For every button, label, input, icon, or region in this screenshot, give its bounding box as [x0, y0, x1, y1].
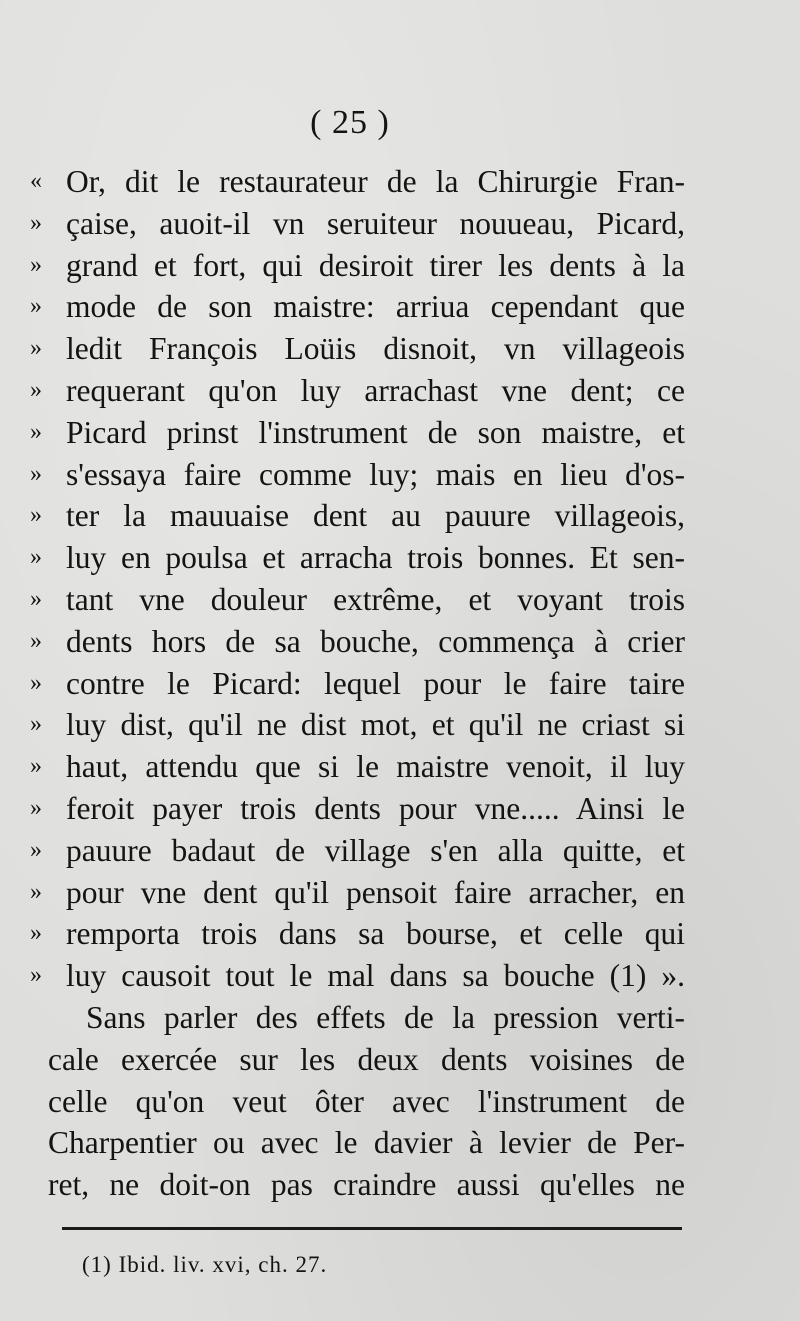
quote-mark: »: [30, 836, 42, 863]
footnote: (1) Ibid. liv. xvi, ch. 27.: [82, 1252, 328, 1277]
line-text: contre le Picard: lequel pour le faire taire: [66, 665, 685, 701]
quoted-line: [30, 788, 685, 830]
paragraph-line: [30, 1164, 685, 1206]
paragraph-line: [30, 997, 685, 1039]
line-text: ret, ne doit-on pas craindre aussi qu'elles ne: [48, 1167, 685, 1203]
quote-mark: »: [30, 544, 42, 571]
line-text: çaise, auoit-il vn seruiteur nouueau, Picard,: [66, 205, 685, 241]
line-text: s'essaya faire comme luy; mais en lieu d'os-: [66, 456, 685, 492]
quoted-line: [30, 913, 685, 955]
quote-mark: »: [30, 711, 42, 738]
quoted-line: [30, 245, 685, 287]
quote-mark: »: [30, 794, 42, 821]
quoted-line: [30, 286, 685, 328]
quote-mark: »: [30, 251, 42, 278]
quote-mark: »: [30, 502, 42, 529]
quoted-line: [30, 328, 685, 370]
quoted-line: [30, 830, 685, 872]
paragraph-line: [30, 1122, 685, 1164]
line-text: celle qu'on veut ôter avec l'instrument de: [48, 1083, 685, 1119]
line-text: luy causoit tout le mal dans sa bouche (1) ».: [66, 958, 685, 994]
quote-mark: »: [30, 878, 42, 905]
line-text: requerant qu'on luy arrachast vne dent; ce: [66, 372, 685, 408]
line-text: Picard prinst l'instrument de son maistre, et: [66, 414, 685, 450]
quoted-line: [30, 161, 685, 203]
quoted-line: [30, 704, 685, 746]
quote-mark: »: [30, 335, 42, 362]
quote-mark: »: [30, 209, 42, 236]
line-text: remporta trois dans sa bourse, et celle qui: [66, 916, 685, 952]
line-text: ledit François Loüis disnoit, vn villageois: [66, 331, 685, 367]
quoted-line: [30, 412, 685, 454]
quote-mark: »: [30, 460, 42, 487]
line-text: Sans parler des effets de la pression verti-: [86, 999, 685, 1035]
quote-mark: »: [30, 962, 42, 989]
quote-mark: »: [30, 920, 42, 947]
quote-mark: »: [30, 669, 42, 696]
quoted-line: [30, 454, 685, 496]
line-text: pour vne dent qu'il pensoit faire arracher, en: [66, 874, 685, 910]
quoted-line: [30, 955, 685, 997]
line-text: pauure badaut de village s'en alla quitte, et: [66, 832, 685, 868]
line-text: cale exercée sur les deux dents voisines de: [48, 1041, 685, 1077]
quote-mark: »: [30, 376, 42, 403]
line-text: haut, attendu que si le maistre venoit, il luy: [66, 749, 685, 785]
quote-mark: »: [30, 418, 42, 445]
quote-mark: »: [30, 585, 42, 612]
quoted-line: [30, 203, 685, 245]
quoted-line: [30, 663, 685, 705]
quote-mark: »: [30, 293, 42, 320]
quoted-line: [30, 746, 685, 788]
paragraph-line: [30, 1081, 685, 1123]
body-text: [30, 161, 685, 1206]
line-text: luy dist, qu'il ne dist mot, et qu'il ne criast si: [66, 707, 685, 743]
paragraph-line: [30, 1039, 685, 1081]
line-text: Charpentier ou avec le davier à levier de Per-: [48, 1125, 685, 1161]
line-text: ter la mauuaise dent au pauure villageois,: [66, 498, 685, 534]
line-text: Or, dit le restaurateur de la Chirurgie Fran-: [66, 164, 685, 199]
line-text: mode de son maistre: arriua cependant que: [66, 289, 685, 325]
line-text: luy en poulsa et arracha trois bonnes. Et sen-: [66, 540, 685, 576]
quoted-line: [30, 579, 685, 621]
page-number: ( 25 ): [310, 104, 390, 141]
line-text: feroit payer trois dents pour vne..... Ainsi le: [66, 790, 685, 826]
quoted-line: [30, 495, 685, 537]
quoted-line: [30, 537, 685, 579]
line-text: dents hors de sa bouche, commença à crier: [66, 623, 685, 659]
quoted-line: [30, 370, 685, 412]
line-text: grand et fort, qui desiroit tirer les dents à la: [66, 247, 685, 283]
quote-mark: »: [30, 753, 42, 780]
quote-mark: «: [30, 168, 42, 194]
line-text: tant vne douleur extrême, et voyant trois: [66, 581, 685, 617]
quoted-line: [30, 872, 685, 914]
footnote-divider: [62, 1227, 682, 1230]
quoted-line: [30, 621, 685, 663]
quote-mark: »: [30, 627, 42, 654]
